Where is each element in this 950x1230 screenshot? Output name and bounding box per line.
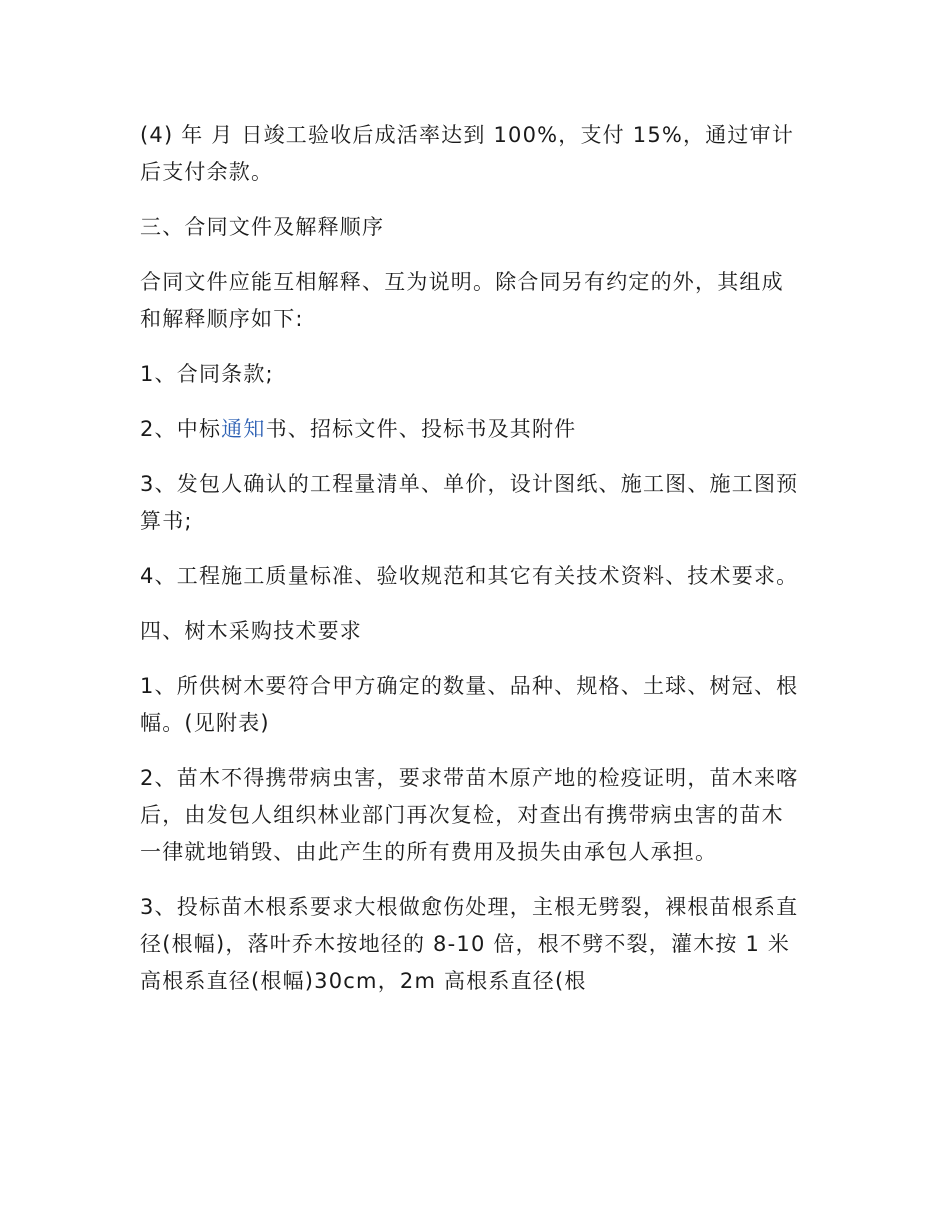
item-2-suffix: 书、招标文件、投标书及其附件	[265, 417, 577, 441]
payment-clause-4: (4) 年 月 日竣工验收后成活率达到 100%，支付 15%，通过审计后支付余款。	[140, 123, 795, 184]
contract-document-item-3: 3、发包人确认的工程量清单、单价，设计图纸、施工图、施工图预算书;	[140, 472, 799, 533]
contract-document-item-1: 1、合同条款;	[140, 362, 274, 386]
section-heading-contract-documents: 三、合同文件及解释顺序	[140, 215, 385, 239]
notice-link[interactable]: 通知	[221, 417, 266, 441]
section-heading-tree-procurement: 四、树木采购技术要求	[140, 619, 362, 643]
contract-document-item-2	[140, 411, 802, 448]
item-2-prefix: 2、中标	[140, 417, 222, 441]
document-body	[140, 117, 802, 1018]
tree-requirement-2: 2、苗木不得携带病虫害，要求带苗木原产地的检疫证明，苗木来喀后，由发包人组织林业部门再次复检，对查出有携带病虫害的苗木一律就地销毁、由此产生的所有费用及损失由承包人承担。	[140, 766, 799, 864]
tree-requirement-3: 3、投标苗木根系要求大根做愈伤处理，主根无劈裂，裸根苗根系直径(根幅)，落叶乔木按地径的 8-10 倍，根不劈不裂，灌木按 1 米高根系直径(根幅)30cm，2m 高根系直径(根	[140, 895, 799, 993]
contract-documents-intro: 合同文件应能互相解释、互为说明。除合同另有约定的外，其组成和解释顺序如下:	[140, 270, 784, 331]
contract-document-item-4: 4、工程施工质量标准、验收规范和其它有关技术资料、技术要求。	[140, 564, 799, 588]
tree-requirement-1: 1、所供树木要符合甲方确定的数量、品种、规格、土球、树冠、根幅。(见附表)	[140, 674, 799, 735]
